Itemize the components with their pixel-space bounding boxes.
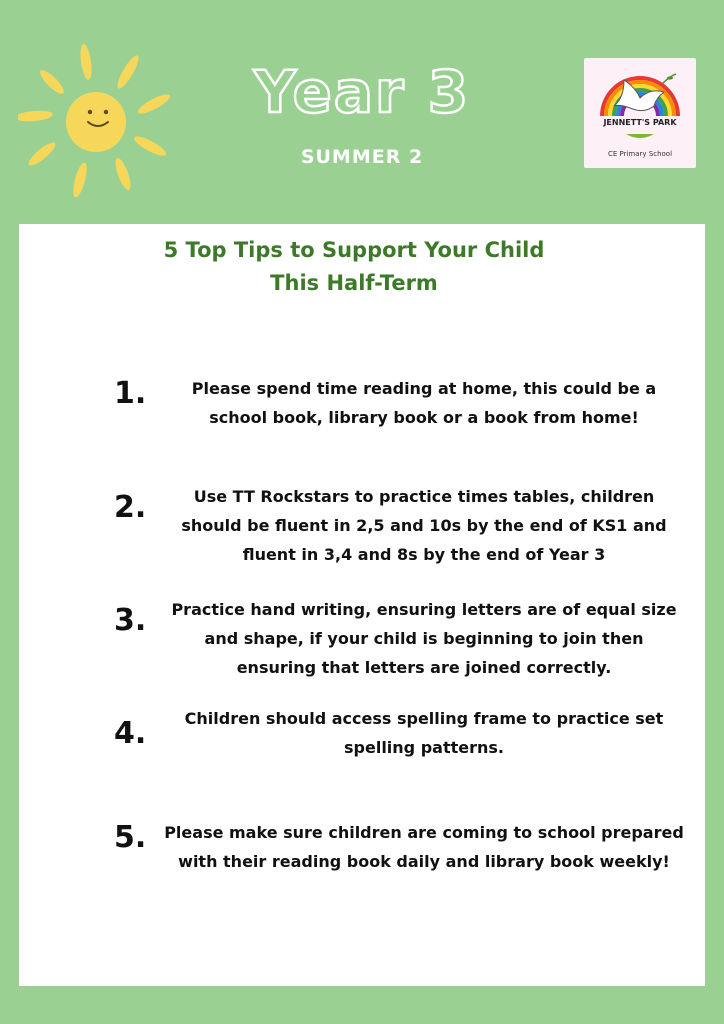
tip-text: Children should access spelling frame to practice set spelling patterns. <box>184 709 664 757</box>
tips-panel <box>19 224 705 986</box>
school-logo <box>584 58 696 168</box>
logo-school-name: JENNETT'S PARK <box>603 118 677 127</box>
tip-text: Practice hand writing, ensuring letters are of equal size and shape, if your child is beginning to join then ensuring that letters are joined correctly. <box>171 600 677 677</box>
tip-number: 1. <box>114 376 147 411</box>
tip-text: Please spend time reading at home, this could be a school book, library book or a book from home! <box>191 379 657 427</box>
tip-number: 3. <box>114 603 147 638</box>
tips-heading <box>119 234 589 300</box>
page-subtitle: SUMMER 2 <box>300 146 424 168</box>
tip-text: Please make sure children are coming to school prepared with their reading book daily and library book weekly! <box>164 823 684 871</box>
tip-number: 4. <box>114 716 147 751</box>
tip-number: 2. <box>114 490 147 525</box>
logo-school-sub: CE Primary School <box>607 150 673 158</box>
tip-text: Use TT Rockstars to practice times tables, children should be fluent in 2,5 and 10s by the end of KS1 and fluent in 3,4 and 8s by the end of Year 3 <box>181 487 667 564</box>
tip-number: 5. <box>114 820 147 855</box>
tips-heading-line1: 5 Top Tips to Support Your Child <box>163 238 545 262</box>
tips-heading-line2: This Half-Term <box>270 271 438 295</box>
page-title: Year 3 <box>253 58 471 126</box>
